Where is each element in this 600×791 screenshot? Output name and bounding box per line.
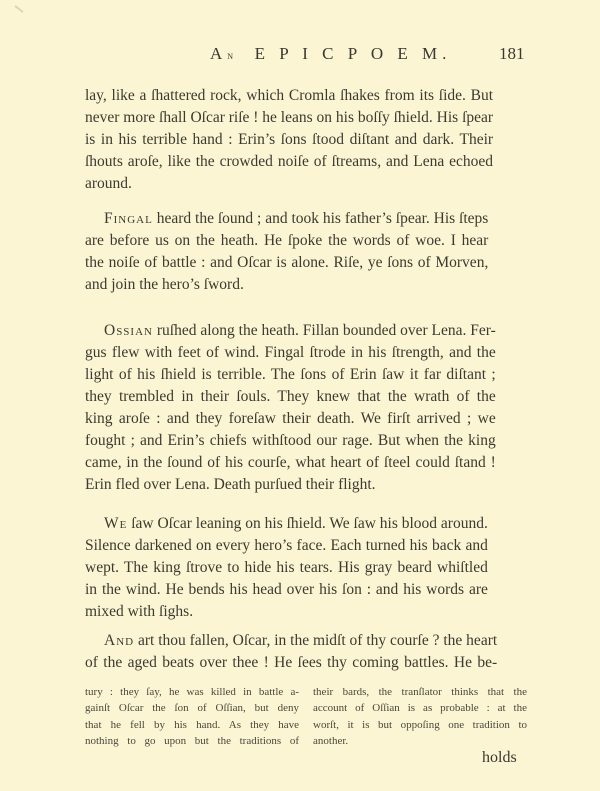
- paragraph-lead-word: And: [104, 632, 135, 649]
- text-line: never more ſhall Oſcar riſe ! he leans on his boſſy ſhield. His ſpear: [85, 109, 494, 126]
- paragraph-3: [85, 320, 496, 496]
- paragraph-4: [85, 513, 488, 623]
- footnote-column-right: [313, 684, 527, 749]
- text-line: [85, 513, 488, 535]
- text-line: [85, 208, 488, 230]
- text-line: are before us on the heath. He ſpoke the words of woe. I hear: [85, 232, 489, 249]
- catchword: holds: [482, 749, 517, 766]
- text-line-rest: art thou fallen, Oſcar, in the midſt of thy courſe ? the heart: [134, 632, 498, 649]
- text-line: mixed with ſighs.: [85, 603, 194, 620]
- running-title-small-caps: n: [227, 48, 237, 62]
- paragraph-1: [85, 85, 493, 195]
- text-line-rest: ruſhed along the heath. Fillan bounded over Lena. Fer-: [152, 322, 496, 339]
- text-line: Silence darkened on every hero’s face. Each turned his back and: [85, 537, 488, 554]
- footnote-line: tury : they ſay, he was killed in battle a-: [85, 686, 299, 698]
- footnote-line: their bards, the tranſlator thinks that the: [313, 686, 527, 698]
- text-line: they trembled in their ſouls. They knew that the wrath of the: [85, 388, 496, 405]
- text-line: lay, like a ſhattered rock, which Cromla ſhakes from its ſide. But: [85, 87, 494, 104]
- text-line: [85, 320, 496, 342]
- paper-blemish: [14, 5, 23, 13]
- text-line: wept. The king ſtrove to hide his tears. His gray beard whiſtled: [85, 559, 488, 576]
- paragraph-lead-word: Ossian: [104, 322, 153, 339]
- footnote-line: account of Oſſian is as probable : at the: [313, 702, 527, 715]
- text-line: the noiſe of battle : and Oſcar is alone. Riſe, ye ſons of Morven,: [85, 254, 489, 271]
- footnote-line: worſt, it is but oppoſing one tradition to: [313, 718, 527, 731]
- text-line: of the aged beats over thee ! He ſees thy coming battles. He be-: [85, 654, 498, 671]
- text-line: Erin fled over Lena. Death purſued their flight.: [85, 476, 376, 493]
- footnote-line: nothing to go upon but the traditions of: [85, 734, 299, 747]
- footnote-column-left: [85, 684, 299, 749]
- text-line: around.: [85, 175, 132, 192]
- footnote-line: another.: [313, 734, 349, 747]
- text-line: [85, 630, 497, 652]
- running-title-initial: A: [210, 44, 228, 63]
- running-title-text: E P I C P O E M.: [254, 44, 452, 63]
- paragraph-2: [85, 208, 488, 296]
- text-line: in the wind. He bends his head over his ſon : and his words are: [85, 581, 488, 598]
- text-line-rest: ſaw Oſcar leaning on his ſhield. We ſaw his blood around.: [127, 515, 488, 532]
- text-line: ſhouts aroſe, like the crowded noiſe of ſtreams, and Lena echoed: [85, 153, 494, 170]
- text-line: came, in the ſound of his courſe, what heart of ſteel could ſtand !: [85, 454, 496, 471]
- text-line-rest: heard the ſound ; and took his father’s ſpear. His ſteps: [152, 210, 489, 227]
- paragraph-lead-word: We: [104, 515, 128, 532]
- page-number: 181: [499, 44, 525, 63]
- paragraph-5: [85, 630, 497, 674]
- paragraph-lead-word: Fingal: [104, 210, 153, 227]
- text-line: is in his terrible hand : Erin’s ſons ſtood diſtant and dark. Their: [85, 131, 494, 148]
- running-title: [210, 44, 451, 64]
- text-line: king aroſe : and they foreſaw their death. We firſt arrived ; we: [85, 410, 496, 427]
- footnote-line: gainſt Oſcar the ſon of Oſſian, but deny: [85, 702, 299, 715]
- text-line: fought ; and Erin’s chiefs withſtood our rage. But when the king: [85, 432, 496, 449]
- running-header: [0, 44, 600, 68]
- text-line: and join the hero’s ſword.: [85, 276, 244, 293]
- footnote-line: that he fell by his hand. As they have: [85, 718, 299, 731]
- text-line: gus flew with feet of wind. Fingal ſtrode in his ſtrength, and the: [85, 344, 496, 361]
- text-line: light of his ſhield is terrible. The ſons of Erin ſaw it far diſtant ;: [85, 366, 496, 383]
